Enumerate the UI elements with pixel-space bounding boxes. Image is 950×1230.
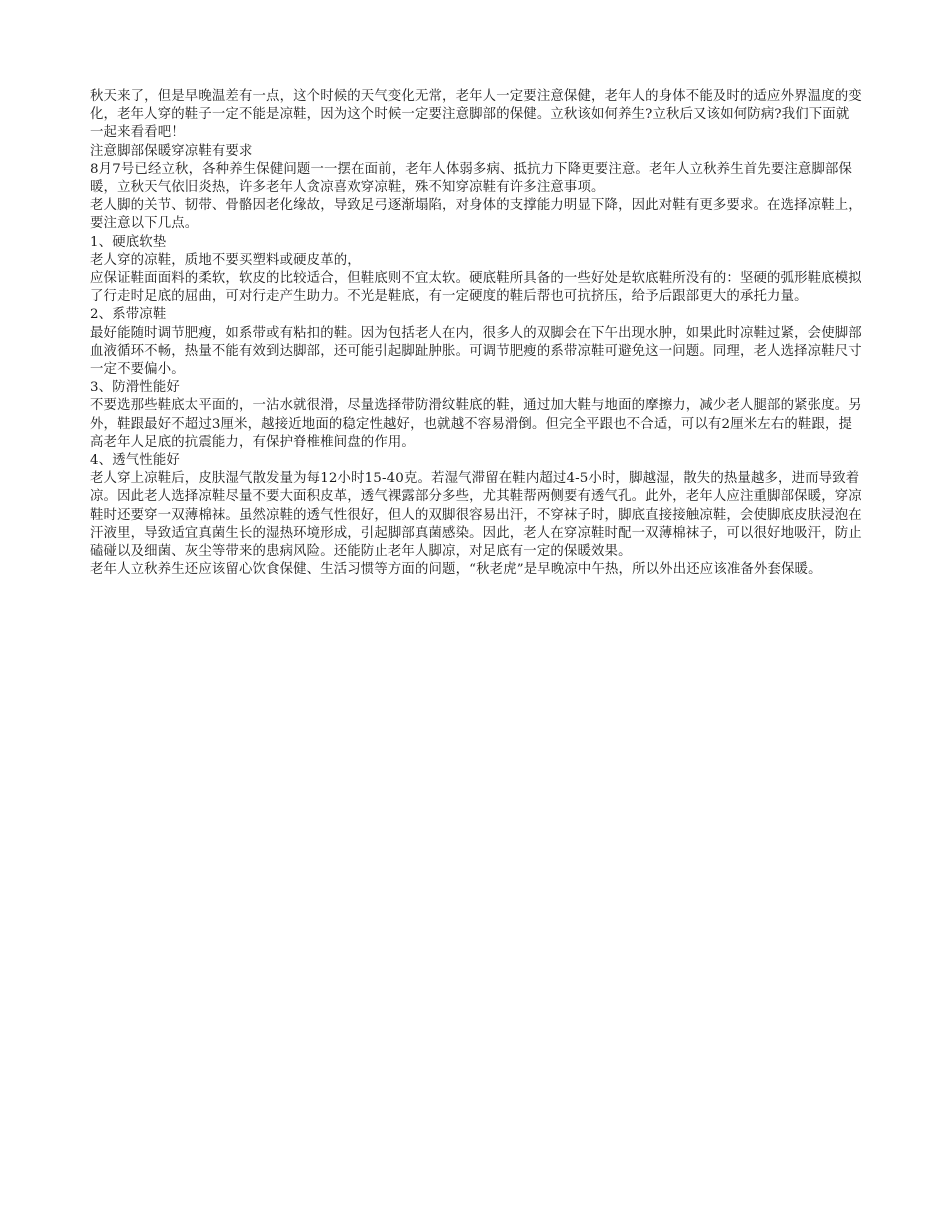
section-title: 注意脚部保暖穿凉鞋有要求 [90,143,253,159]
hard-sole-paragraph-2: 应保证鞋面面料的柔软，软皮的比较适合，但鞋底则不宜太软。硬底鞋所具备的一些好处是软底鞋所没有的：坚硬的弧形鞋底模拟了行走时足底的屈曲，可对行走产生助力。不光是鞋底，有一定硬度的鞋后帮也可抗挤压，给予后跟部更大的承托力量。 [90,271,862,305]
article-body [90,88,862,579]
strap-sandals-paragraph: 最好能随时调节肥瘦，如系带或有粘扣的鞋。因为包括老人在内，很多人的双脚会在下午出现水肿，如果此时凉鞋过紧，会使脚部血液循环不畅，热量不能有效到达脚部，还可能引起脚趾肿胀。可调节肥瘦的系带凉鞋可避免这一问题。同理，老人选择凉鞋尺寸一定不要偏小。 [90,325,862,378]
heading-anti-slip: 3、防滑性能好 [90,380,180,396]
closing-paragraph: 老年人立秋养生还应该留心饮食保健、生活习惯等方面的问题，“秋老虎”是早晚凉中午热，所以外出还应该准备外套保暖。 [90,562,822,578]
heading-breathability: 4、透气性能好 [90,453,180,469]
hard-sole-paragraph-1: 老人穿的凉鞋，质地不要买塑料或硬皮革的， [90,252,361,268]
anti-slip-paragraph: 不要选那些鞋底太平面的，一沾水就很滑，尽量选择带防滑纹鞋底的鞋，通过加大鞋与地面的摩擦力，减少老人腿部的紧张度。另外，鞋跟最好不超过3厘米，越接近地面的稳定性越好，也就越不容易滑倒。但完全平跟也不合适，可以有2厘米左右的鞋跟，提高老年人足底的抗震能力，有保护脊椎椎间盘的作用。 [90,398,862,450]
paragraph-1: 8月7号已经立秋，各种养生保健问题一一摆在面前，老年人体弱多病、抵抗力下降更要注意。老年人立秋养生首先要注意脚部保暖，立秋天气依旧炎热，许多老年人贪凉喜欢穿凉鞋，殊不知穿凉鞋有许多注意事项。 [90,161,853,196]
intro-paragraph: 秋天来了，但是早晚温差有一点，这个时候的天气变化无常，老年人一定要注意保健，老年人的身体不能及时的适应外界温度的变化，老年人穿的鞋子一定不能是凉鞋，因为这个时候一定要注意脚部的保健。立秋该如何养生?立秋后又该如何防病?我们下面就一起来看看吧！ [90,89,862,141]
heading-strap-sandals: 2、系带凉鞋 [90,307,167,323]
heading-hard-sole: 1、硬底软垫 [90,234,167,250]
breathability-paragraph: 老人穿上凉鞋后，皮肤湿气散发量为每12小时15-40克。若湿气滞留在鞋内超过4-5小时，脚越湿，散失的热量越多，进而导致着凉。因此老人选择凉鞋尽量不要大面积皮革，透气裸露部分多些，尤其鞋帮两侧要有透气孔。此外，老年人应注重脚部保暖，穿凉鞋时还要穿一双薄棉袜。虽然凉鞋的透气性很好，但人的双脚很容易出汗，不穿袜子时，脚底直接接触凉鞋，会使脚底皮肤浸泡在汗液里，导致适宜真菌生长的湿热环境形成，引起脚部真菌感染。因此，老人在穿凉鞋时配一双薄棉袜子，可以很好地吸汗，防止磕碰以及细菌、灰尘等带来的患病风险。还能防止老年人脚凉，对足底有一定的保暖效果。 [90,471,862,560]
paragraph-2: 老人脚的关节、韧带、骨骼因老化缘故，导致足弓逐渐塌陷，对身体的支撑能力明显下降，因此对鞋有更多要求。在选择凉鞋上，要注意以下几点。 [90,198,862,232]
